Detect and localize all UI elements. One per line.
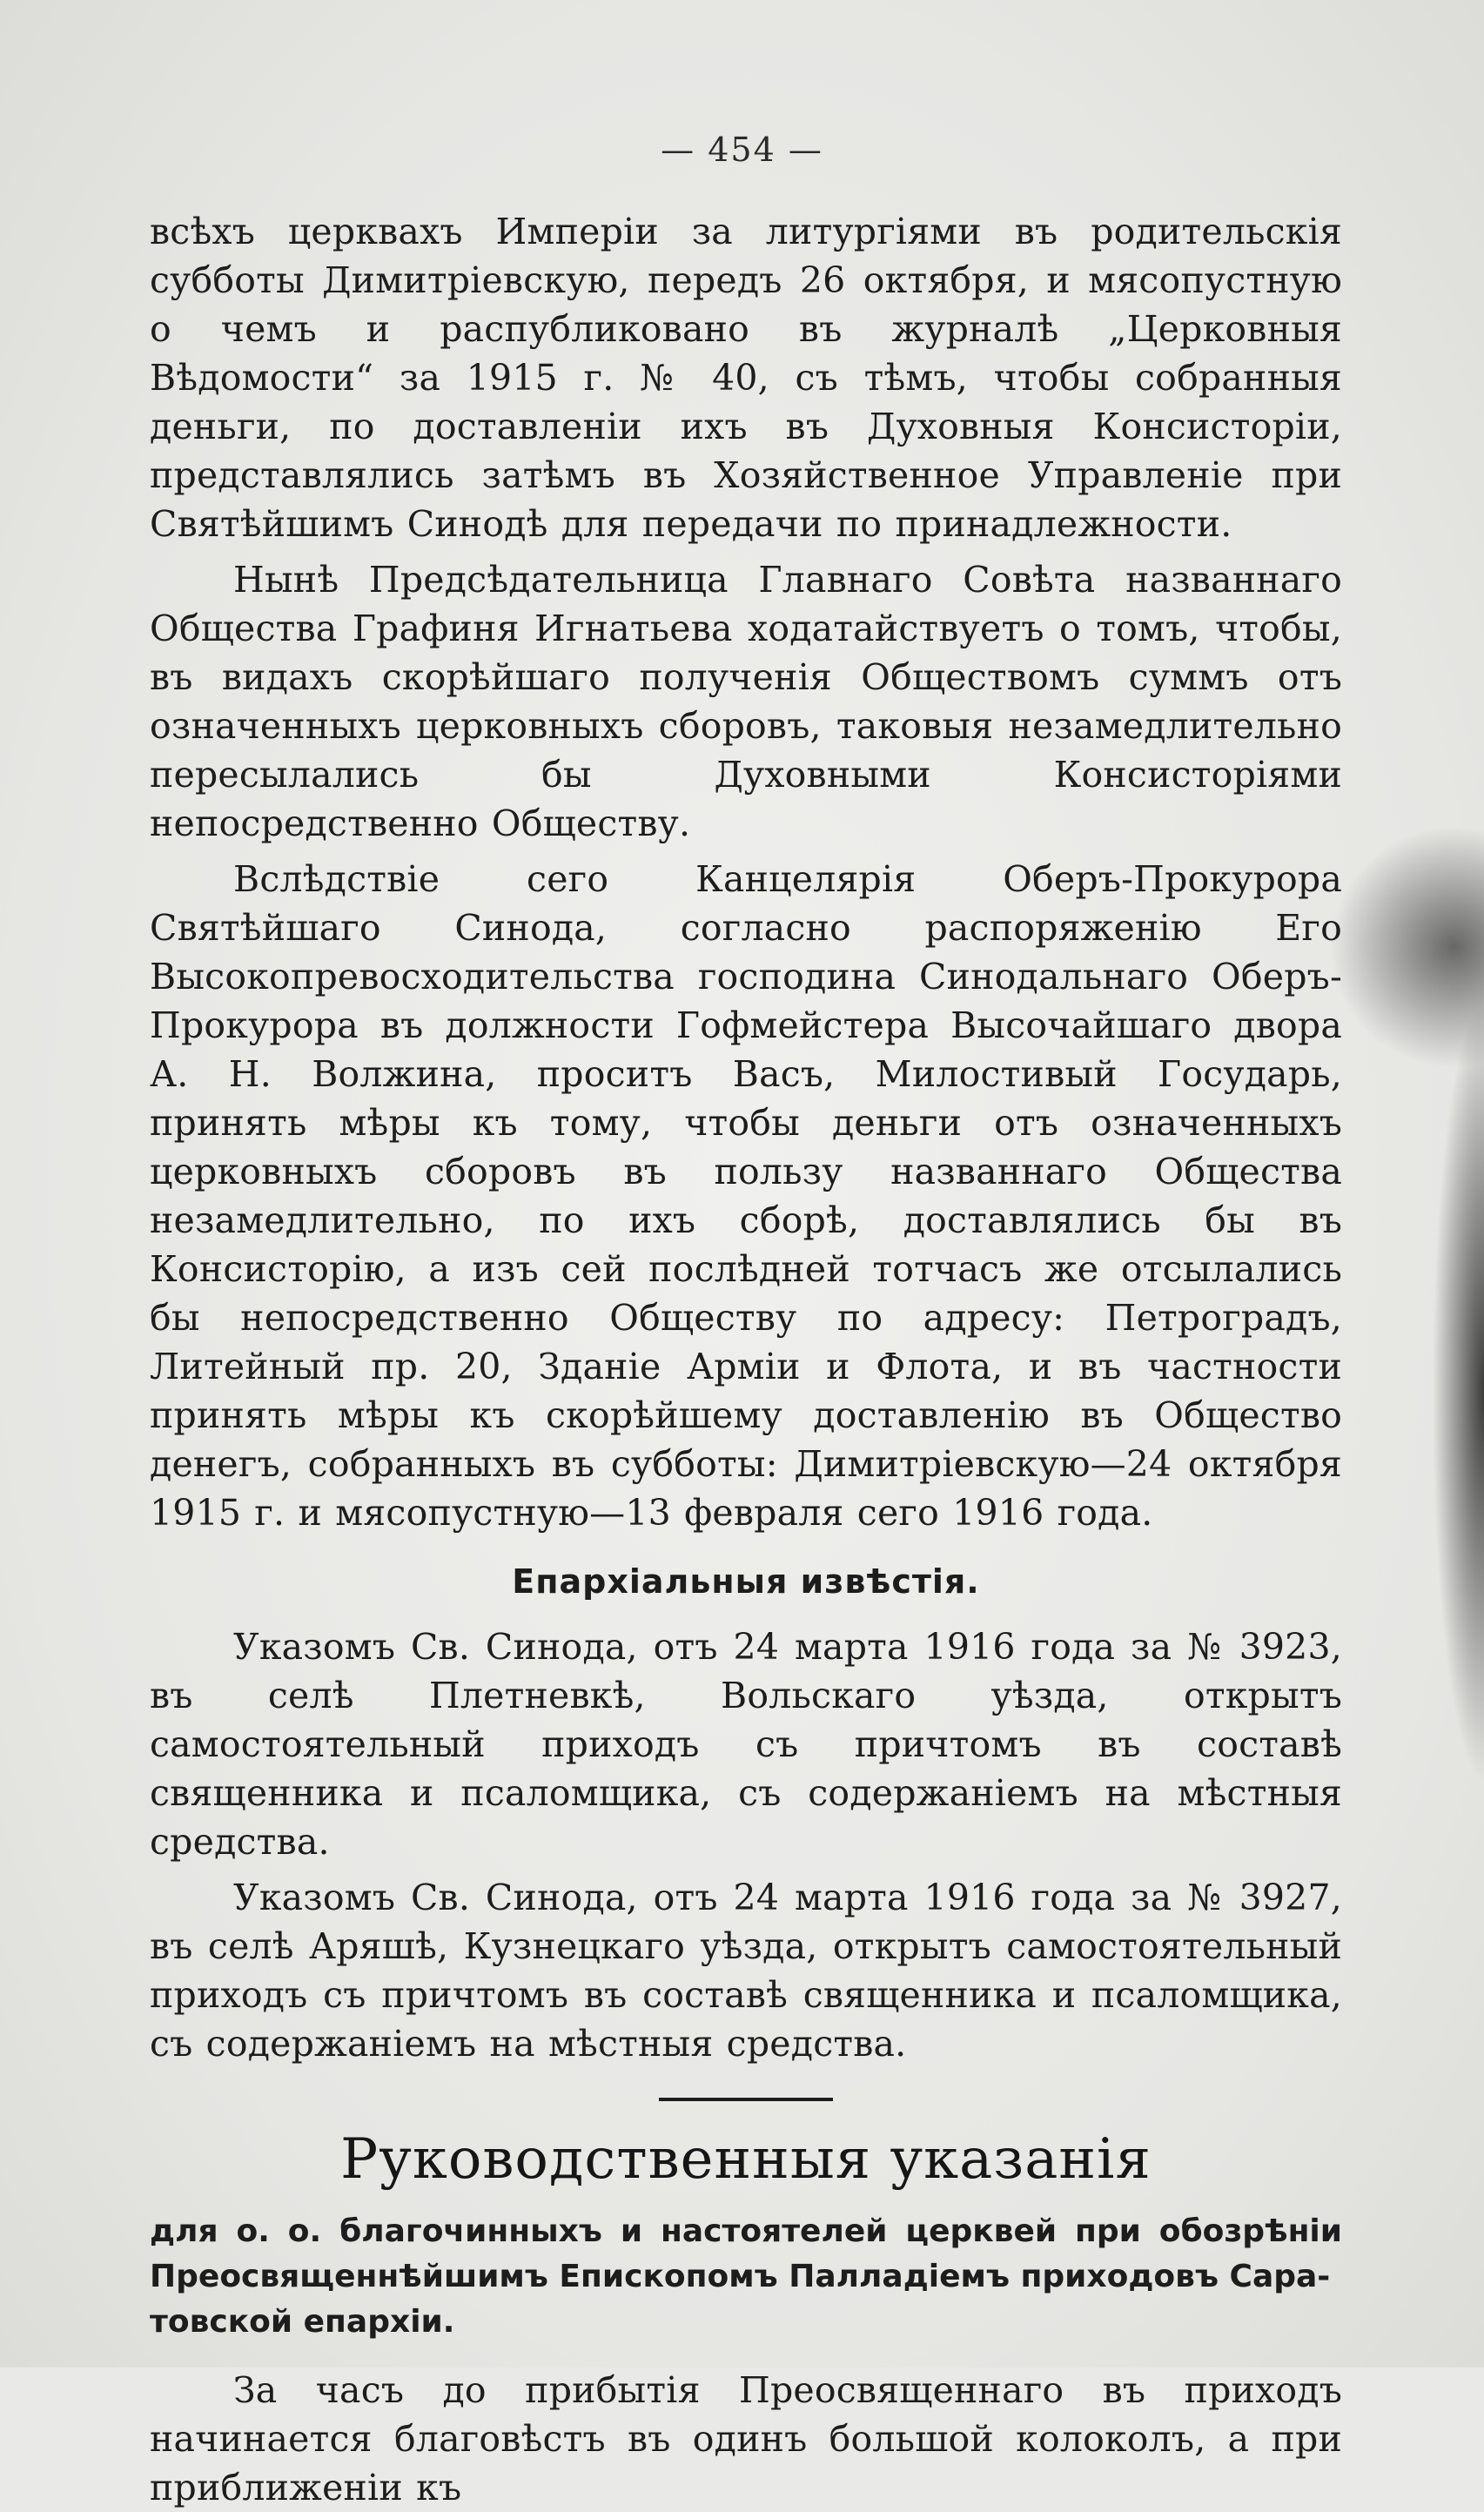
guidance-subtitle [150,2209,1342,2345]
guidance-title: Руководственныя указанія [340,2127,1152,2192]
decree-pletnevka: Указомъ Св. Синода, отъ 24 марта 1916 года за № 3923, въ селѣ Плетневкѣ, Вольскаго уѣзда, открытъ самостоятельный приходъ съ причтомъ въ составѣ священника и псаломщика, съ содержаніемъ на мѣстныя средства. [150,1626,1342,1863]
paragraph-chancellery: Вслѣдствіе сего Канцелярія Оберъ-Прокурора Святѣйшаго Синода, согласно распоряженію Его Высокопревосходительства господина Синодальнаго Оберъ-Прокурора въ должности Гофмейстера Высочайшаго двора А. Н. Волжина, проситъ Васъ, Милостивый Государь, принять мѣры къ тому, чтобы деньги отъ означенныхъ церковныхъ сборовъ въ пользу названнаго Общества незамедлительно, по ихъ сборѣ, доставлялись бы въ Консисторію, а изъ сей послѣдней тотчасъ же отсылались бы непосредственно Обществу по адресу: Петроградъ, Литейный пр. 20, Зданіе Арміи и Флота, и въ частности принять мѣры къ скорѣйшему доставленію въ Общество денегъ, собранныхъ въ субботы: Димитріевскую—24 октября 1915 г. и мясопустную—13 февраля сего 1916 года. [150,858,1342,1534]
page-content [150,207,1342,2512]
decree-aryash: Указомъ Св. Синода, отъ 24 марта 1916 года за № 3927, въ селѣ Аряшѣ, Кузнецкаго уѣзда, открытъ самостоятельный приходъ съ причтомъ въ составѣ священника и псаломщика, съ содержаніемъ на мѣстныя средства. [150,1877,1342,2065]
guidance-subtitle-main: для о. о. благочинныхъ и настоятелей церквей при обозрѣніи Преосвященнѣйшимъ Епископомъ Палладіемъ приходовъ Сара- [150,2213,1342,2294]
page-number: — 454 — [661,131,823,169]
section-divider [659,2098,833,2101]
guidance-subtitle-last: товской епархіи. [150,2304,455,2340]
page-edge-shadow [1432,1001,1484,1784]
guidance-paragraph: За часъ до прибытія Преосвященнаго въ приходъ начинается благовѣстъ въ одинъ большой колоколъ, а при приближеніи къ [150,2369,1342,2509]
section-heading-eparchial-news: Епархіальныя извѣстія. [512,1562,980,1601]
paragraph-petition: Нынѣ Предсѣдательница Главнаго Совѣта названнаго Общества Графиня Игнатьева ходатайствуетъ о томъ, чтобы, въ видахъ скорѣйшаго полученія Обществомъ суммъ отъ означенныхъ церковныхъ сборовъ, таковыя незамедлительно пересылались бы Духовными Консисторіями непосредственно Обществу. [150,559,1342,844]
paragraph-continued: всѣхъ церквахъ Имперіи за литургіями въ родительскія субботы Димитріевскую, передъ 26 октября, и мясопустную о чемъ и распубликовано въ журналѣ „Церковныя Вѣдомости“ за 1915 г. № 40, съ тѣмъ, чтобы собранныя деньги, по доставленіи ихъ въ Духовныя Консисторіи, представлялись затѣмъ въ Хозяйственное Управленіе при Святѣйшимъ Синодѣ для передачи по принадлежности. [150,211,1342,545]
